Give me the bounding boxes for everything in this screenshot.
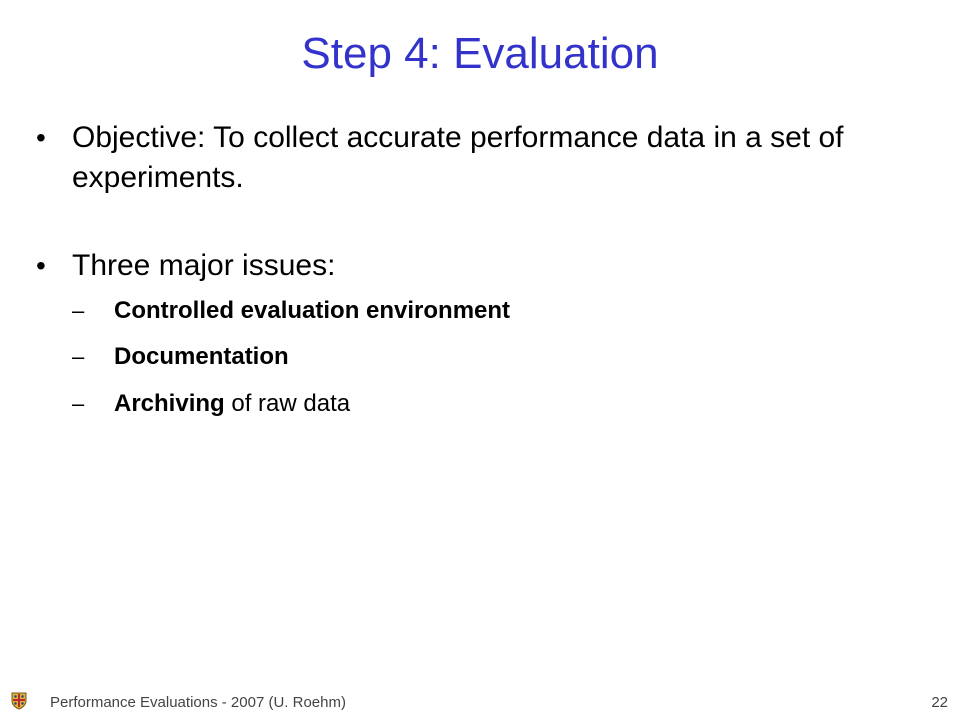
bullet-text: Three major issues: (72, 249, 336, 282)
bullet-dot-icon: • (36, 250, 46, 281)
bullet-item (36, 118, 916, 198)
bullet-text: Objective: To collect accurate performance data in a set of experiments. (72, 121, 844, 194)
sub-bullet-item (72, 294, 912, 328)
bullet-item (36, 246, 916, 286)
sub-bullet-bold-text: Archiving (114, 390, 225, 417)
dash-icon: – (72, 298, 85, 323)
sub-bullet-item (72, 387, 912, 421)
footer-text: Performance Evaluations - 2007 (U. Roehm) (50, 694, 346, 711)
slide-footer (0, 686, 960, 716)
sub-bullet-text: of raw data (224, 390, 351, 417)
dash-icon: – (72, 391, 85, 416)
sub-bullet-item (72, 340, 912, 374)
bullet-dot-icon: • (36, 122, 46, 153)
page-number: 22 (931, 694, 948, 711)
sub-bullet-bold-text: Documentation (114, 343, 289, 370)
dash-icon: – (72, 344, 85, 369)
slide-title: Step 4: Evaluation (301, 29, 659, 78)
university-crest-icon (10, 692, 28, 710)
sub-bullet-bold-text: Controlled evaluation environment (114, 297, 511, 324)
